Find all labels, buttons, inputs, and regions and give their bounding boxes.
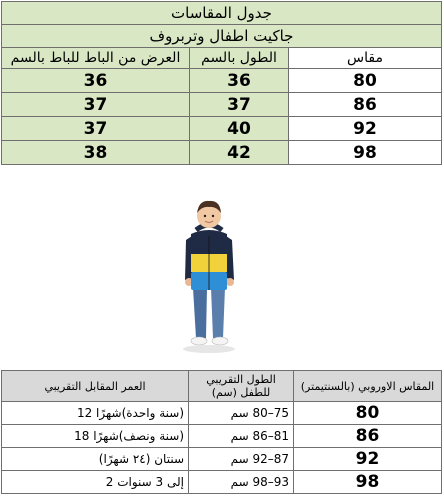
cell-child-length: 87–92 سم (189, 448, 294, 471)
cell-child-length: 75–80 سم (189, 402, 294, 425)
table-row (2, 402, 442, 425)
cell-width: 38 (2, 141, 190, 165)
cell-age: (سنة ونصف)شهرًا 18 (2, 425, 189, 448)
age-table-header-row (2, 371, 442, 402)
cell-eu-size: 86 (294, 425, 442, 448)
cell-eu-size: 80 (294, 402, 442, 425)
header-eu-size: المقاس الاوروبي (بالسنتيمتر) (294, 371, 442, 402)
table-row (2, 69, 442, 93)
cell-length: 40 (190, 117, 289, 141)
cell-age: إلى 3 سنوات 2 (2, 471, 189, 494)
cell-eu-size: 98 (294, 471, 442, 494)
size-chart-title: جدول المقاسات (2, 2, 442, 25)
header-size: مقاس (289, 48, 442, 69)
cell-age: سنتان (٢٤ شهرًا) (2, 448, 189, 471)
cell-length: 36 (190, 69, 289, 93)
table-row (2, 425, 442, 448)
size-chart-header-row (2, 48, 442, 69)
size-chart-title-row (2, 2, 442, 25)
header-child-length: الطول التقريبي للطفل (سم) (189, 371, 294, 402)
cell-length: 42 (190, 141, 289, 165)
cell-size: 86 (289, 93, 442, 117)
header-width: العرض من الباط للباط بالسم (2, 48, 190, 69)
cell-child-length: 93–98 سم (189, 471, 294, 494)
header-age: العمر المقابل التقريبي (2, 371, 189, 402)
product-name: جاكيت اطفال وتربروف (2, 25, 442, 48)
age-size-table (1, 370, 442, 494)
cell-size: 98 (289, 141, 442, 165)
table-row (2, 141, 442, 165)
size-chart-table (1, 1, 442, 165)
cell-size: 92 (289, 117, 442, 141)
table-row (2, 117, 442, 141)
cell-child-length: 81–86 سم (189, 425, 294, 448)
table-row (2, 471, 442, 494)
cell-width: 36 (2, 69, 190, 93)
child-jacket-photo (176, 196, 242, 356)
cell-width: 37 (2, 93, 190, 117)
header-length: الطول بالسم (190, 48, 289, 69)
cell-length: 37 (190, 93, 289, 117)
table-row (2, 93, 442, 117)
cell-age: (سنة واحدة)شهرًا 12 (2, 402, 189, 425)
table-row (2, 448, 442, 471)
product-name-row (2, 25, 442, 48)
cell-size: 80 (289, 69, 442, 93)
cell-eu-size: 92 (294, 448, 442, 471)
cell-width: 37 (2, 117, 190, 141)
